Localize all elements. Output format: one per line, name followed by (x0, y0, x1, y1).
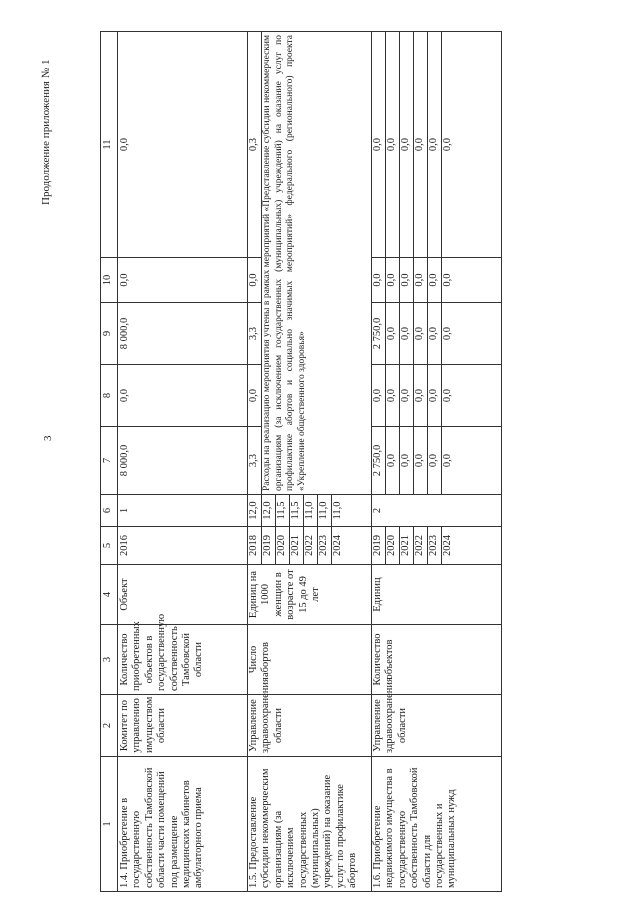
cell-c11: 0,0 (118, 32, 248, 258)
cell-c11: 0,0 (372, 32, 386, 258)
year: 2024 (442, 527, 502, 565)
cell-c11: 0,0 (400, 32, 414, 258)
year: 2024 (332, 527, 372, 565)
col-header: 1 (101, 757, 118, 892)
header-row (101, 32, 118, 892)
cell-c7: 0,0 (442, 427, 502, 495)
cell-c11: 0,0 (442, 32, 502, 258)
col-header: 6 (101, 495, 118, 527)
unit: Объект (118, 565, 248, 625)
appendix-continuation: Продолжение приложения № 1 (40, 59, 52, 205)
cell-c11: 0,3 (248, 32, 262, 258)
unit: Единиц на 1000 женщин в возрасте от 15 до 49 лет (248, 565, 372, 625)
value: 11,0 (332, 495, 372, 527)
cell-c9: 0,0 (442, 303, 502, 365)
cell-c8: 0,0 (428, 365, 442, 427)
cell-c9: 0,0 (414, 303, 428, 365)
cell-c8: 0,0 (442, 365, 502, 427)
cell-c9: 3,3 (248, 303, 262, 365)
year: 2021 (290, 527, 304, 565)
col-header: 11 (101, 32, 118, 258)
table-row (118, 32, 248, 892)
col-header: 5 (101, 527, 118, 565)
unit: Единиц (372, 565, 502, 625)
cell-c7: 0,0 (386, 427, 400, 495)
item-name: 1.5. Предоставление субсидии некоммерческим организациям (за исключением государственных (муниципальных) учреждений) на оказание услуг по профилактике абортов (248, 757, 372, 892)
value: 11,0 (304, 495, 318, 527)
program-table (100, 31, 502, 892)
executor: Комитет по управлению имуществом области (118, 695, 248, 757)
year: 2020 (386, 527, 400, 565)
cell-c8: 0,0 (400, 365, 414, 427)
cell-c7: 0,0 (400, 427, 414, 495)
cell-c8: 0,0 (248, 365, 262, 427)
year: 2022 (304, 527, 318, 565)
value: 12,0 (262, 495, 276, 527)
cell-c10: 0,0 (428, 258, 442, 303)
page-number: 3 (42, 435, 54, 441)
cell-c9: 0,0 (428, 303, 442, 365)
note-text: Расходы на реализацию мероприятия учтены в рамках мероприятий «Представление субсидии некоммерческим организациям (за исключением государственных (муниципальных) учреждений) на оказание услуг по профилактике абортов и социально значимых мероприятий» федерального (регионального) проекта «Укрепление общественного здоровья» (262, 32, 372, 495)
year: 2019 (262, 527, 276, 565)
cell-c11: 0,0 (414, 32, 428, 258)
col-header: 10 (101, 258, 118, 303)
col-header: 2 (101, 695, 118, 757)
year: 2018 (248, 527, 262, 565)
cell-c7: 2 750,0 (372, 427, 386, 495)
indicator: Количество объектов (372, 625, 502, 695)
year: 2022 (414, 527, 428, 565)
cell-c9: 8 000,0 (118, 303, 248, 365)
cell-c10: 0,0 (442, 258, 502, 303)
cell-c9: 0,0 (400, 303, 414, 365)
cell-c7: 0,0 (414, 427, 428, 495)
year: 2016 (118, 527, 248, 565)
col-header: 4 (101, 565, 118, 625)
value: 11,5 (290, 495, 304, 527)
cell-c10: 0,0 (400, 258, 414, 303)
cell-c8: 0,0 (372, 365, 386, 427)
indicator: Количество приобретенных объектов в государственную собственность Тамбовской области (118, 625, 248, 695)
col-header: 3 (101, 625, 118, 695)
cell-c9: 2 750,0 (372, 303, 386, 365)
cell-c11: 0,0 (386, 32, 400, 258)
value: 1 (118, 495, 248, 527)
cell-c10: 0,0 (386, 258, 400, 303)
cell-c11: 0,0 (428, 32, 442, 258)
col-header: 8 (101, 365, 118, 427)
year: 2019 (372, 527, 386, 565)
year: 2020 (276, 527, 290, 565)
cell-c7: 8 000,0 (118, 427, 248, 495)
item-name: 1.4. Приобретение в государственную собственность Тамбовской области части помещений под размещение медицинских кабинетов амбулаторного приема (118, 757, 248, 892)
value: 11,5 (276, 495, 290, 527)
item-name: 1.6. Приобретение недвижимого имущества в государственную собственность Тамбовской области для государственных и муниципальных нужд (372, 757, 502, 892)
year: 2023 (318, 527, 332, 565)
value: 11,0 (318, 495, 332, 527)
cell-c10: 0,0 (248, 258, 262, 303)
cell-c9: 0,0 (386, 303, 400, 365)
table-row (248, 32, 262, 892)
col-header: 9 (101, 303, 118, 365)
value: 2 (372, 495, 502, 527)
cell-c10: 0,0 (118, 258, 248, 303)
executor: Управление здравоохранения области (248, 695, 372, 757)
indicator: Число абортов (248, 625, 372, 695)
cell-c8: 0,0 (386, 365, 400, 427)
year: 2023 (428, 527, 442, 565)
cell-c7: 3,3 (248, 427, 262, 495)
rotated-page (100, 32, 565, 892)
col-header: 7 (101, 427, 118, 495)
cell-c8: 0,0 (118, 365, 248, 427)
cell-c7: 0,0 (428, 427, 442, 495)
cell-c8: 0,0 (414, 365, 428, 427)
year: 2021 (400, 527, 414, 565)
cell-c10: 0,0 (372, 258, 386, 303)
value: 12,0 (248, 495, 262, 527)
table-row (372, 32, 386, 892)
cell-c10: 0,0 (414, 258, 428, 303)
executor: Управление здравоохранения области (372, 695, 502, 757)
